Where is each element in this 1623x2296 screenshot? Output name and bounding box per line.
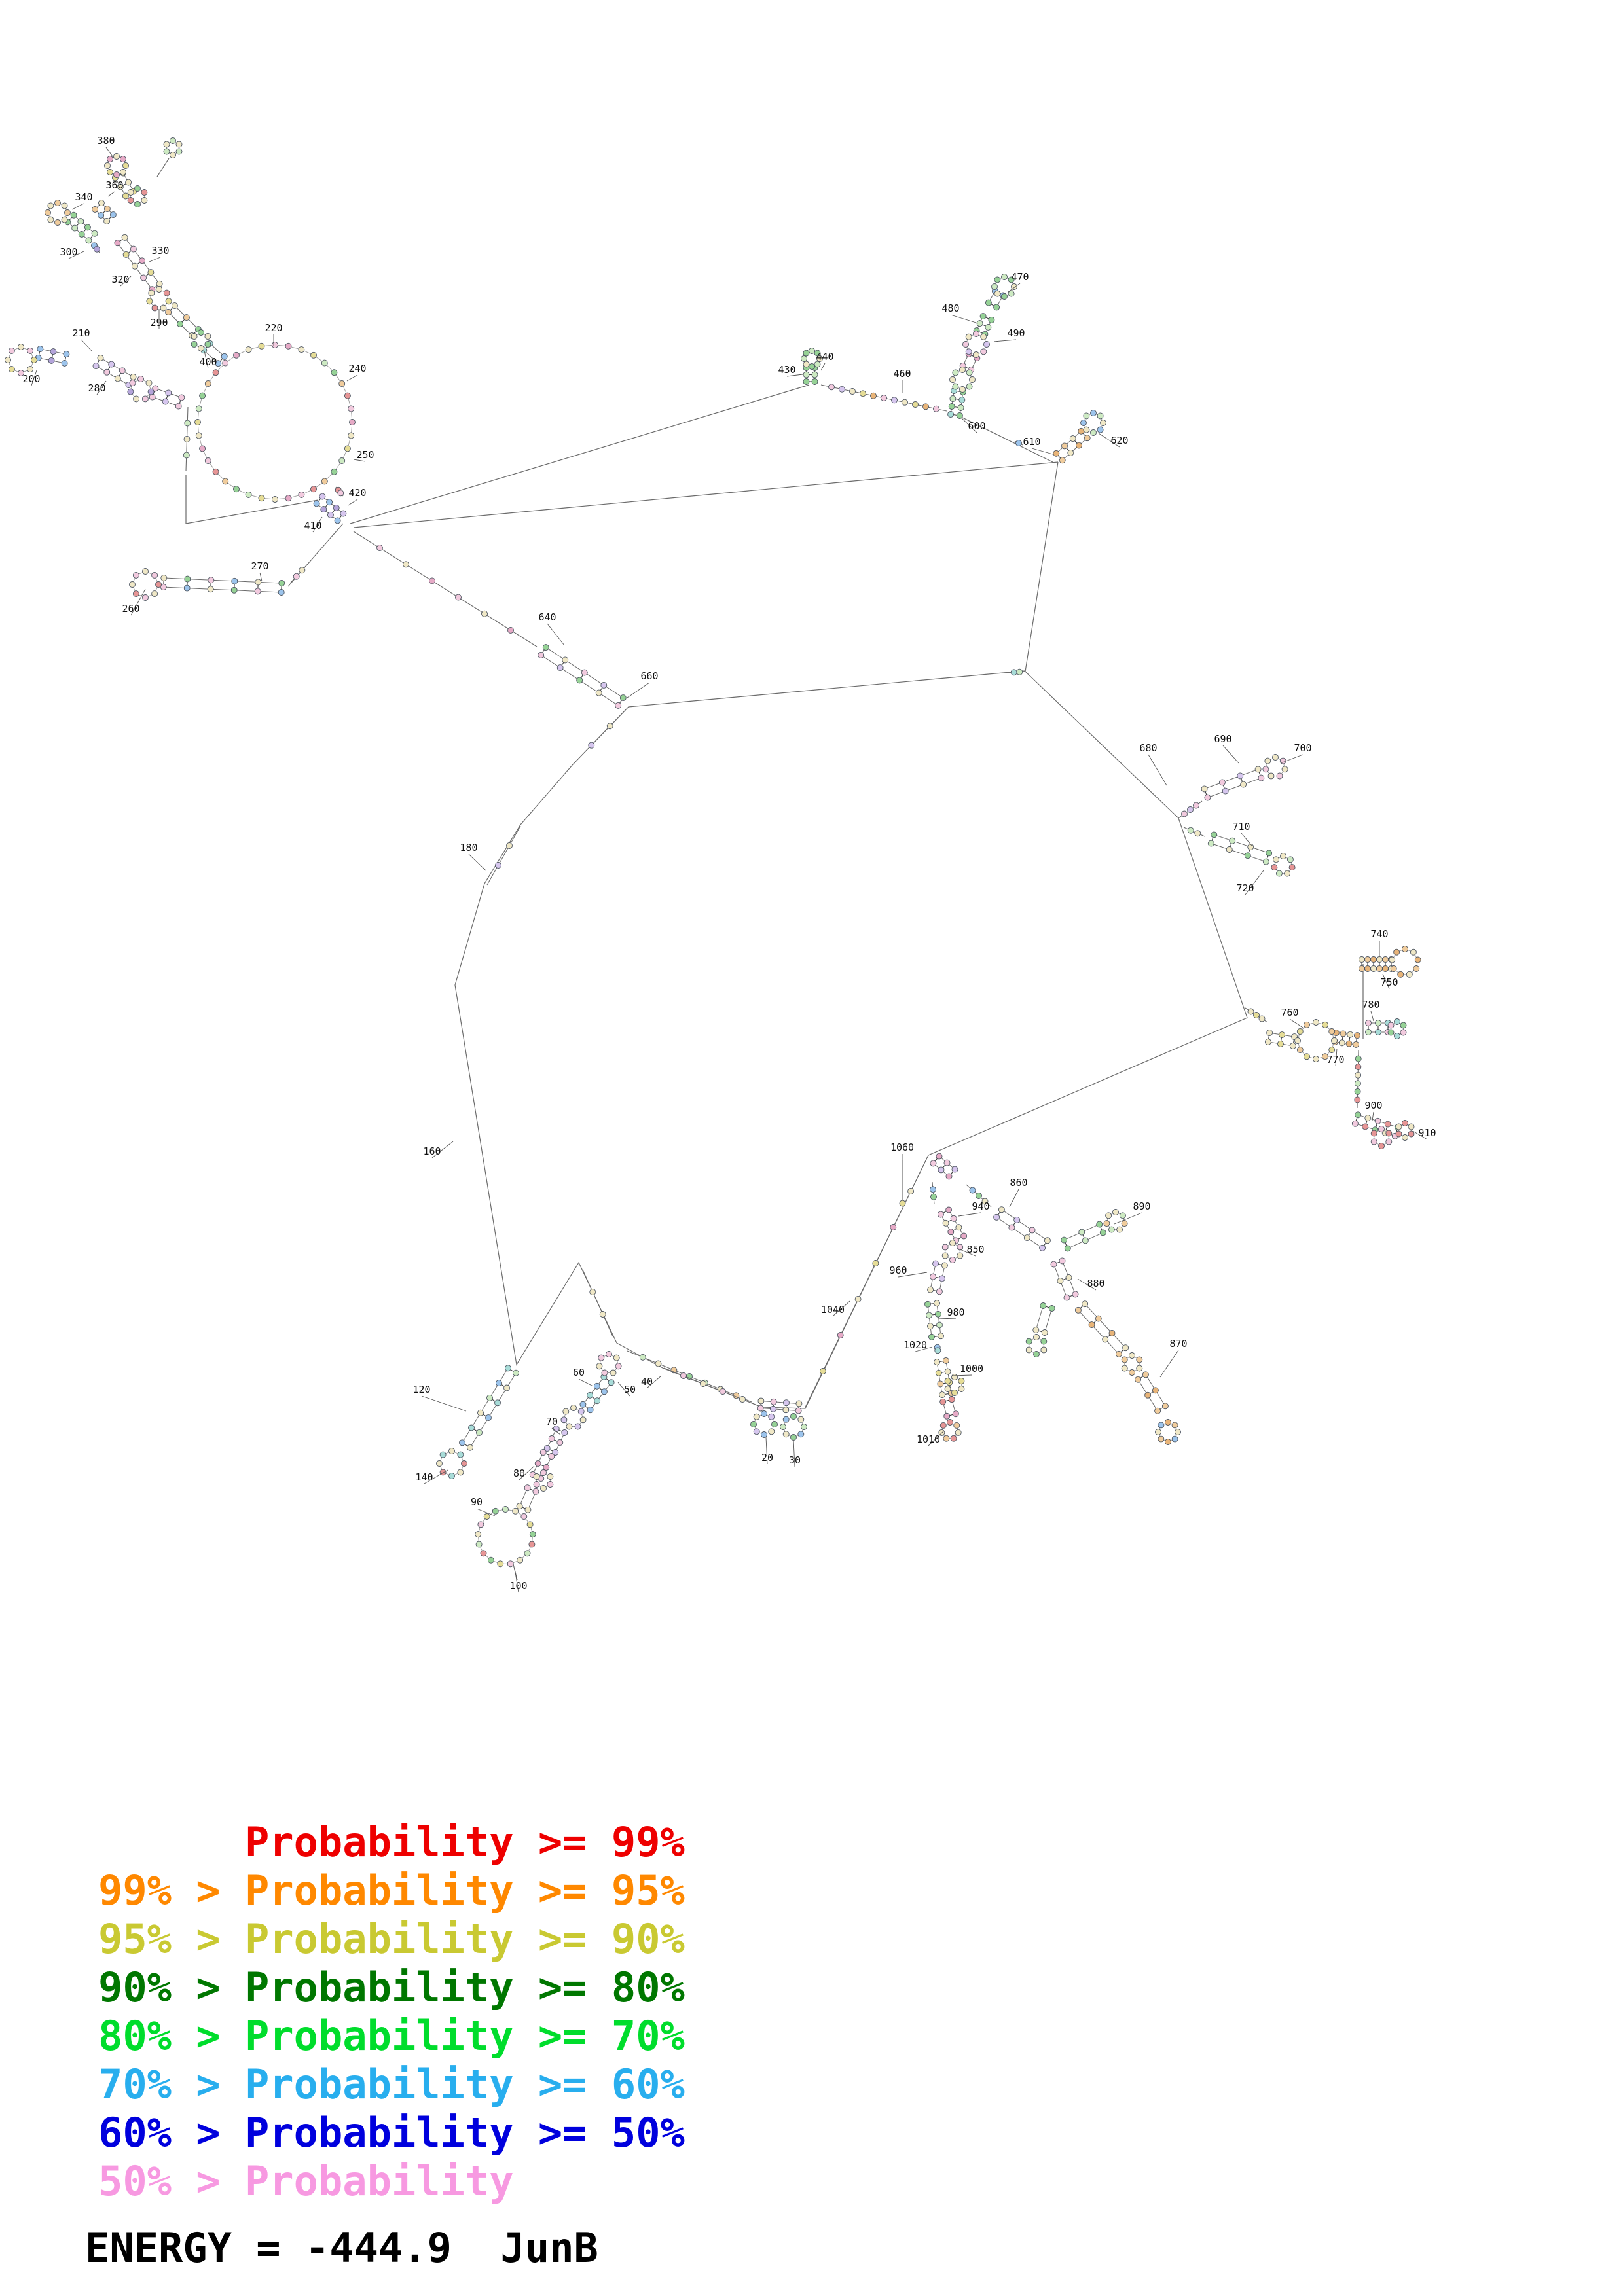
energy-label: ENERGY = -444.9 JunB — [85, 2224, 598, 2272]
connector-lines — [157, 158, 1363, 1580]
svg-text:610: 610 — [1023, 436, 1041, 448]
legend-row: Probability >= 99% — [244, 1818, 685, 1866]
svg-text:900: 900 — [1364, 1100, 1383, 1111]
svg-text:240: 240 — [348, 363, 367, 374]
svg-text:180: 180 — [460, 842, 478, 853]
legend-row: 90% > Probability >= 80% — [98, 1964, 685, 2011]
svg-text:90: 90 — [470, 1496, 483, 1508]
legend-row: 80% > Probability >= 70% — [98, 2012, 685, 2060]
backbone-chains — [92, 242, 1362, 1407]
svg-text:330: 330 — [151, 245, 170, 257]
svg-text:850: 850 — [966, 1244, 985, 1255]
probability-legend — [98, 1818, 685, 2206]
svg-text:490: 490 — [1007, 327, 1025, 339]
svg-text:400: 400 — [199, 356, 217, 368]
svg-text:460: 460 — [893, 368, 911, 380]
svg-text:1020: 1020 — [903, 1339, 928, 1351]
svg-text:700: 700 — [1294, 742, 1312, 754]
svg-text:320: 320 — [111, 274, 130, 285]
svg-text:860: 860 — [1010, 1177, 1028, 1189]
svg-text:710: 710 — [1232, 821, 1250, 833]
svg-text:300: 300 — [60, 246, 78, 258]
svg-text:50: 50 — [623, 1384, 636, 1395]
svg-text:680: 680 — [1139, 742, 1158, 754]
svg-text:980: 980 — [947, 1306, 965, 1318]
svg-text:210: 210 — [72, 327, 90, 339]
svg-text:430: 430 — [778, 364, 796, 376]
svg-text:740: 740 — [1370, 928, 1389, 940]
svg-text:880: 880 — [1087, 1278, 1105, 1289]
svg-text:410: 410 — [304, 520, 322, 531]
central-loop-polygon — [455, 671, 1247, 1408]
svg-text:1040: 1040 — [820, 1304, 845, 1316]
svg-text:690: 690 — [1214, 733, 1232, 745]
svg-text:770: 770 — [1326, 1054, 1345, 1066]
svg-text:340: 340 — [75, 191, 93, 203]
svg-text:1010: 1010 — [916, 1433, 941, 1445]
svg-text:30: 30 — [788, 1454, 801, 1466]
svg-text:200: 200 — [22, 373, 41, 385]
svg-text:660: 660 — [640, 670, 659, 682]
svg-text:20: 20 — [761, 1452, 774, 1463]
svg-text:420: 420 — [348, 487, 367, 499]
svg-text:80: 80 — [513, 1467, 526, 1479]
svg-text:940: 940 — [972, 1200, 990, 1212]
svg-text:40: 40 — [640, 1376, 653, 1388]
svg-text:360: 360 — [105, 179, 124, 191]
svg-text:60: 60 — [572, 1367, 585, 1378]
svg-text:70: 70 — [545, 1416, 558, 1427]
svg-text:100: 100 — [509, 1580, 528, 1592]
svg-text:870: 870 — [1169, 1338, 1188, 1350]
legend-row: 95% > Probability >= 90% — [98, 1915, 685, 1963]
svg-text:160: 160 — [423, 1145, 441, 1157]
svg-text:290: 290 — [150, 317, 168, 329]
svg-text:1000: 1000 — [959, 1363, 984, 1374]
svg-text:620: 620 — [1110, 435, 1129, 446]
svg-text:910: 910 — [1418, 1127, 1436, 1139]
svg-text:280: 280 — [88, 382, 106, 394]
loop-rings — [5, 138, 1421, 1567]
svg-text:220: 220 — [264, 322, 283, 334]
svg-text:760: 760 — [1281, 1007, 1299, 1018]
svg-text:480: 480 — [941, 302, 960, 314]
legend-row: 70% > Probability >= 60% — [98, 2060, 685, 2108]
svg-text:120: 120 — [412, 1384, 431, 1395]
svg-text:140: 140 — [415, 1471, 433, 1483]
svg-text:640: 640 — [538, 611, 556, 623]
svg-text:960: 960 — [889, 1265, 907, 1276]
svg-text:780: 780 — [1362, 999, 1380, 1011]
legend-row: 60% > Probability >= 50% — [98, 2109, 685, 2157]
svg-text:750: 750 — [1380, 977, 1398, 988]
svg-text:270: 270 — [251, 560, 269, 572]
svg-text:260: 260 — [122, 603, 140, 615]
svg-text:890: 890 — [1133, 1200, 1151, 1212]
svg-text:600: 600 — [968, 420, 986, 432]
svg-text:380: 380 — [97, 135, 115, 147]
svg-text:1060: 1060 — [890, 1141, 915, 1153]
svg-text:440: 440 — [816, 351, 834, 363]
svg-text:470: 470 — [1011, 271, 1029, 283]
legend-row: 50% > Probability — [98, 2157, 514, 2205]
legend-row: 99% > Probability >= 95% — [98, 1867, 685, 1914]
svg-text:250: 250 — [356, 449, 374, 461]
helix-ladders — [35, 170, 1401, 1513]
svg-text:720: 720 — [1236, 882, 1254, 894]
